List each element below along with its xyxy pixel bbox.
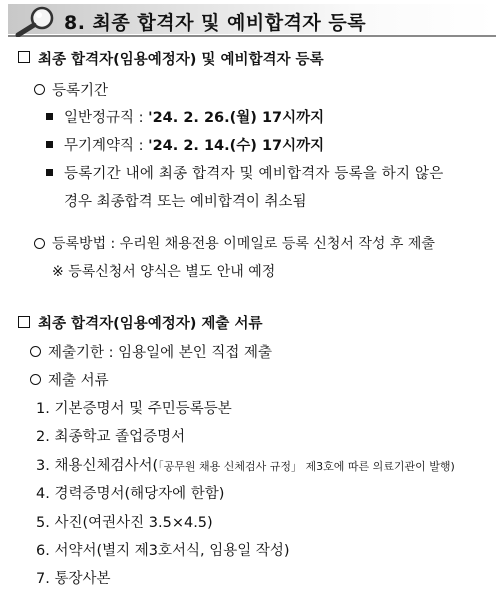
doc-item: 7. 통장사본 — [36, 571, 111, 587]
deadline-text: 제출기한 : 임용일에 본인 직접 제출 — [48, 345, 273, 361]
doc-item: 3. 채용신체검사서(「공무원 채용 신체검사 규정」 제3호에 따른 의료기관이 발행) — [36, 458, 455, 474]
square-bullet-icon — [46, 113, 53, 120]
checkbox-square-icon — [18, 316, 30, 328]
section2-title: 최종 합격자(임용예정자) 제출 서류 — [38, 316, 263, 332]
section-header — [8, 4, 496, 38]
doc-item: 6. 서약서(별지 제3호서식, 임용일 작성) — [36, 543, 290, 559]
method-text: 등록방법 : 우리원 채용전용 이메일로 등록 신청서 작성 후 제출 — [52, 236, 435, 252]
period-item-1: 일반정규직 : '24. 2. 26.(월) 17시까지 — [64, 110, 325, 126]
circle-bullet-icon — [30, 346, 41, 357]
section1-title: 최종 합격자(임용예정자) 및 예비합격자 등록 — [38, 52, 324, 68]
circle-bullet-icon — [34, 238, 45, 249]
period-warning-line1: 등록기간 내에 최종 합격자 및 예비합격자 등록을 하지 않은 — [64, 166, 444, 182]
method-note: ※ 등록신청서 양식은 별도 안내 예정 — [52, 264, 276, 280]
square-bullet-icon — [46, 169, 53, 176]
period-warning-line2: 경우 최종합격 또는 예비합격이 취소됨 — [64, 194, 307, 210]
doc-item: 4. 경력증명서(해당자에 한함) — [36, 486, 225, 502]
square-bullet-icon — [46, 141, 53, 148]
docs-label: 제출 서류 — [48, 373, 109, 389]
doc-item: 1. 기본증명서 및 주민등록등본 — [36, 401, 232, 417]
header-underline — [8, 35, 496, 37]
checkbox-square-icon — [18, 51, 30, 63]
period-item-2: 무기계약직 : '24. 2. 14.(수) 17시까지 — [64, 138, 325, 154]
magnifier-icon — [12, 5, 60, 37]
doc-item: 2. 최종학교 졸업증명서 — [36, 429, 186, 445]
circle-bullet-icon — [30, 374, 41, 385]
circle-bullet-icon — [34, 84, 45, 95]
period-label: 등록기간 — [52, 83, 109, 99]
page-title: 8. 최종 합격자 및 예비합격자 등록 — [64, 12, 367, 34]
doc-item: 5. 사진(여권사진 3.5×4.5) — [36, 515, 213, 531]
